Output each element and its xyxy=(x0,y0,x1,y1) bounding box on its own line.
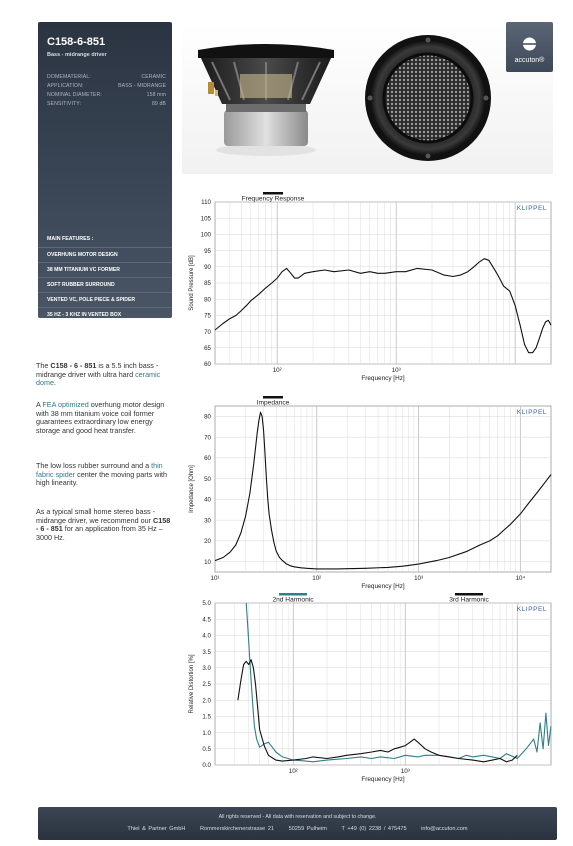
brand-logo xyxy=(506,22,553,72)
y-tick-label: 70 xyxy=(204,434,211,442)
y-tick-label: 100 xyxy=(200,231,211,239)
text: The low loss rubber surround and a xyxy=(36,461,152,470)
description-paragraph xyxy=(36,462,171,488)
feature-item xyxy=(38,262,172,276)
spec-value: 158 mm xyxy=(146,92,166,98)
footer-city: 50259 Pulheim xyxy=(288,826,327,832)
features-title: MAIN FEATURES : xyxy=(47,236,94,242)
feature-label: OVERHUNG MOTOR DESIGN xyxy=(47,252,118,258)
y-tick-label: 20 xyxy=(204,538,211,546)
y-tick-label: 0.0 xyxy=(202,762,211,770)
y-tick-label: 105 xyxy=(200,215,211,223)
y-tick-label: 2.5 xyxy=(202,681,211,689)
x-tick-label: 10³ xyxy=(391,367,401,374)
model-subtitle: Bass - midrange driver xyxy=(47,52,107,58)
text: is a 5.5 inch bass - midrange driver with ultra hard xyxy=(36,361,159,379)
product-photo xyxy=(182,22,553,174)
y-tick-label: 85 xyxy=(204,280,211,288)
highlight: FEA optimized xyxy=(42,400,89,409)
y-tick-label: 80 xyxy=(204,413,211,421)
surround-edge xyxy=(198,44,334,58)
x-tick-label: 10¹ xyxy=(210,575,220,582)
spec-label: NOMINAL DIAMETER: xyxy=(47,92,102,98)
distortion-chart xyxy=(176,591,556,787)
frequency-response-chart xyxy=(176,192,556,392)
feature-label: 35 HZ - 3 KHZ IN VENTED BOX xyxy=(47,312,122,318)
x-axis-label: Frequency [Hz] xyxy=(361,776,405,783)
y-tick-label: 75 xyxy=(204,312,211,320)
feature-item xyxy=(38,277,172,291)
y-tick-label: 2.0 xyxy=(202,697,211,705)
text: A xyxy=(36,400,43,409)
frequency-response-plot xyxy=(176,192,556,392)
klippel-watermark: KLIPPEL xyxy=(516,409,547,416)
legend-label: 2nd Harmonic xyxy=(272,596,314,604)
y-tick-label: 4.0 xyxy=(202,632,211,640)
impedance-chart xyxy=(176,394,556,588)
y-tick-label: 65 xyxy=(204,345,211,352)
x-tick-label: 10² xyxy=(288,768,298,775)
y-tick-label: 1.5 xyxy=(202,713,211,721)
x-tick-label: 10³ xyxy=(414,575,424,582)
legend-label: 3rd Harmonic xyxy=(449,596,489,604)
spec-label: APPLICATION: xyxy=(47,83,84,89)
model-name: C158 - 6 - 851 xyxy=(50,361,97,370)
feature-item xyxy=(38,307,172,321)
text: . xyxy=(53,378,56,388)
spec-value: CERAMIC xyxy=(141,74,166,80)
text: overhung motor design with 38 mm titanium voice coil former guarantees extraordinary low energy storage and good heat transfer. xyxy=(36,400,165,435)
y-tick-label: 95 xyxy=(204,247,211,255)
description-paragraph xyxy=(36,362,171,388)
x-tick-label: 10² xyxy=(272,367,282,374)
model-name: C158 - 6 - 851 xyxy=(36,515,171,534)
y-tick-label: 3.0 xyxy=(202,665,211,672)
x-axis-label: Frequency [Hz] xyxy=(361,375,405,382)
legend-swatch xyxy=(279,593,307,596)
y-tick-label: 50 xyxy=(204,475,211,483)
description-paragraph xyxy=(36,401,171,435)
klippel-watermark: KLIPPEL xyxy=(516,606,547,613)
footer-contact xyxy=(38,826,557,832)
highlight: thin fabric spider xyxy=(36,461,163,479)
y-tick-label: 80 xyxy=(204,296,211,304)
y-tick-label: 3.5 xyxy=(202,648,211,656)
footer-email[interactable]: info@accuton.com xyxy=(421,826,468,832)
feature-label: VENTED VC, POLE PIECE & SPIDER xyxy=(47,297,136,303)
y-tick-label: 90 xyxy=(204,264,211,271)
driver-illustration xyxy=(182,22,553,174)
spec-label: SENSITIVITY: xyxy=(47,101,82,107)
impedance-plot xyxy=(176,394,556,588)
footer-company: Thiel & Partner GmbH xyxy=(127,826,186,832)
footer-disclaimer: All rights reserved - All data with reservation and subject to change. xyxy=(218,814,377,820)
y-tick-label: 60 xyxy=(204,455,211,463)
text: As a typical small home stereo bass - midrange driver, we recommend our xyxy=(36,507,156,525)
chart-title: Impedance xyxy=(256,399,290,407)
title-legend-swatch xyxy=(263,192,283,195)
y-axis-label: Impedance [Ohm] xyxy=(189,465,195,513)
y-tick-label: 10 xyxy=(204,558,211,566)
spec-label: DOMEMATERIAL: xyxy=(47,74,91,80)
accuton-logo-icon xyxy=(506,22,553,56)
y-tick-label: 30 xyxy=(204,517,211,525)
text: for an application from 35 Hz – 3000 Hz. xyxy=(36,524,163,542)
feature-item xyxy=(38,292,172,306)
chart-title: Frequency Response xyxy=(241,195,305,203)
distortion-plot xyxy=(176,591,556,787)
highlight: ceramic dome xyxy=(36,369,161,388)
y-tick-label: 0.5 xyxy=(202,746,211,753)
y-tick-label: 1.0 xyxy=(202,729,211,737)
text: center the moving parts with high linearity. xyxy=(36,469,168,488)
y-tick-label: 40 xyxy=(204,496,211,504)
footer-phone: T +49 (0) 2238 / 475475 xyxy=(341,826,407,832)
feature-label: SOFT RUBBER SURROUND xyxy=(47,282,115,288)
y-axis-label: Sound Pressure [dB] xyxy=(189,255,195,311)
spec-value: 89 dB xyxy=(151,101,166,107)
plot-area xyxy=(215,406,551,572)
logo-wordmark: accuton® xyxy=(514,57,545,64)
x-tick-label: 10³ xyxy=(400,768,410,775)
x-axis-label: Frequency [Hz] xyxy=(361,583,405,590)
y-tick-label: 4.5 xyxy=(202,616,211,624)
y-tick-label: 5.0 xyxy=(202,600,211,608)
description-paragraph xyxy=(36,508,171,542)
klippel-watermark: KLIPPEL xyxy=(516,205,547,212)
feature-label: 38 MM TITANIUM VC FORMER xyxy=(47,267,120,273)
y-tick-label: 70 xyxy=(204,328,211,336)
x-tick-label: 10⁴ xyxy=(515,575,526,582)
text: The xyxy=(36,361,51,370)
feature-item xyxy=(38,247,172,261)
spec-panel xyxy=(38,22,172,318)
model-title: C158-6-851 xyxy=(47,36,106,48)
x-tick-label: 10² xyxy=(312,575,322,582)
spec-value: BASS - MIDRANGE xyxy=(118,83,166,89)
title-legend-swatch xyxy=(263,396,283,399)
page-footer xyxy=(38,807,557,840)
footer-street: Rommerskirchenerstrasse 21 xyxy=(200,826,275,832)
y-tick-label: 110 xyxy=(201,199,211,207)
y-axis-label: Relative Distortion [%] xyxy=(189,654,195,714)
y-tick-label: 60 xyxy=(204,361,211,369)
magnet-assembly xyxy=(224,110,308,146)
legend-swatch xyxy=(455,593,483,596)
